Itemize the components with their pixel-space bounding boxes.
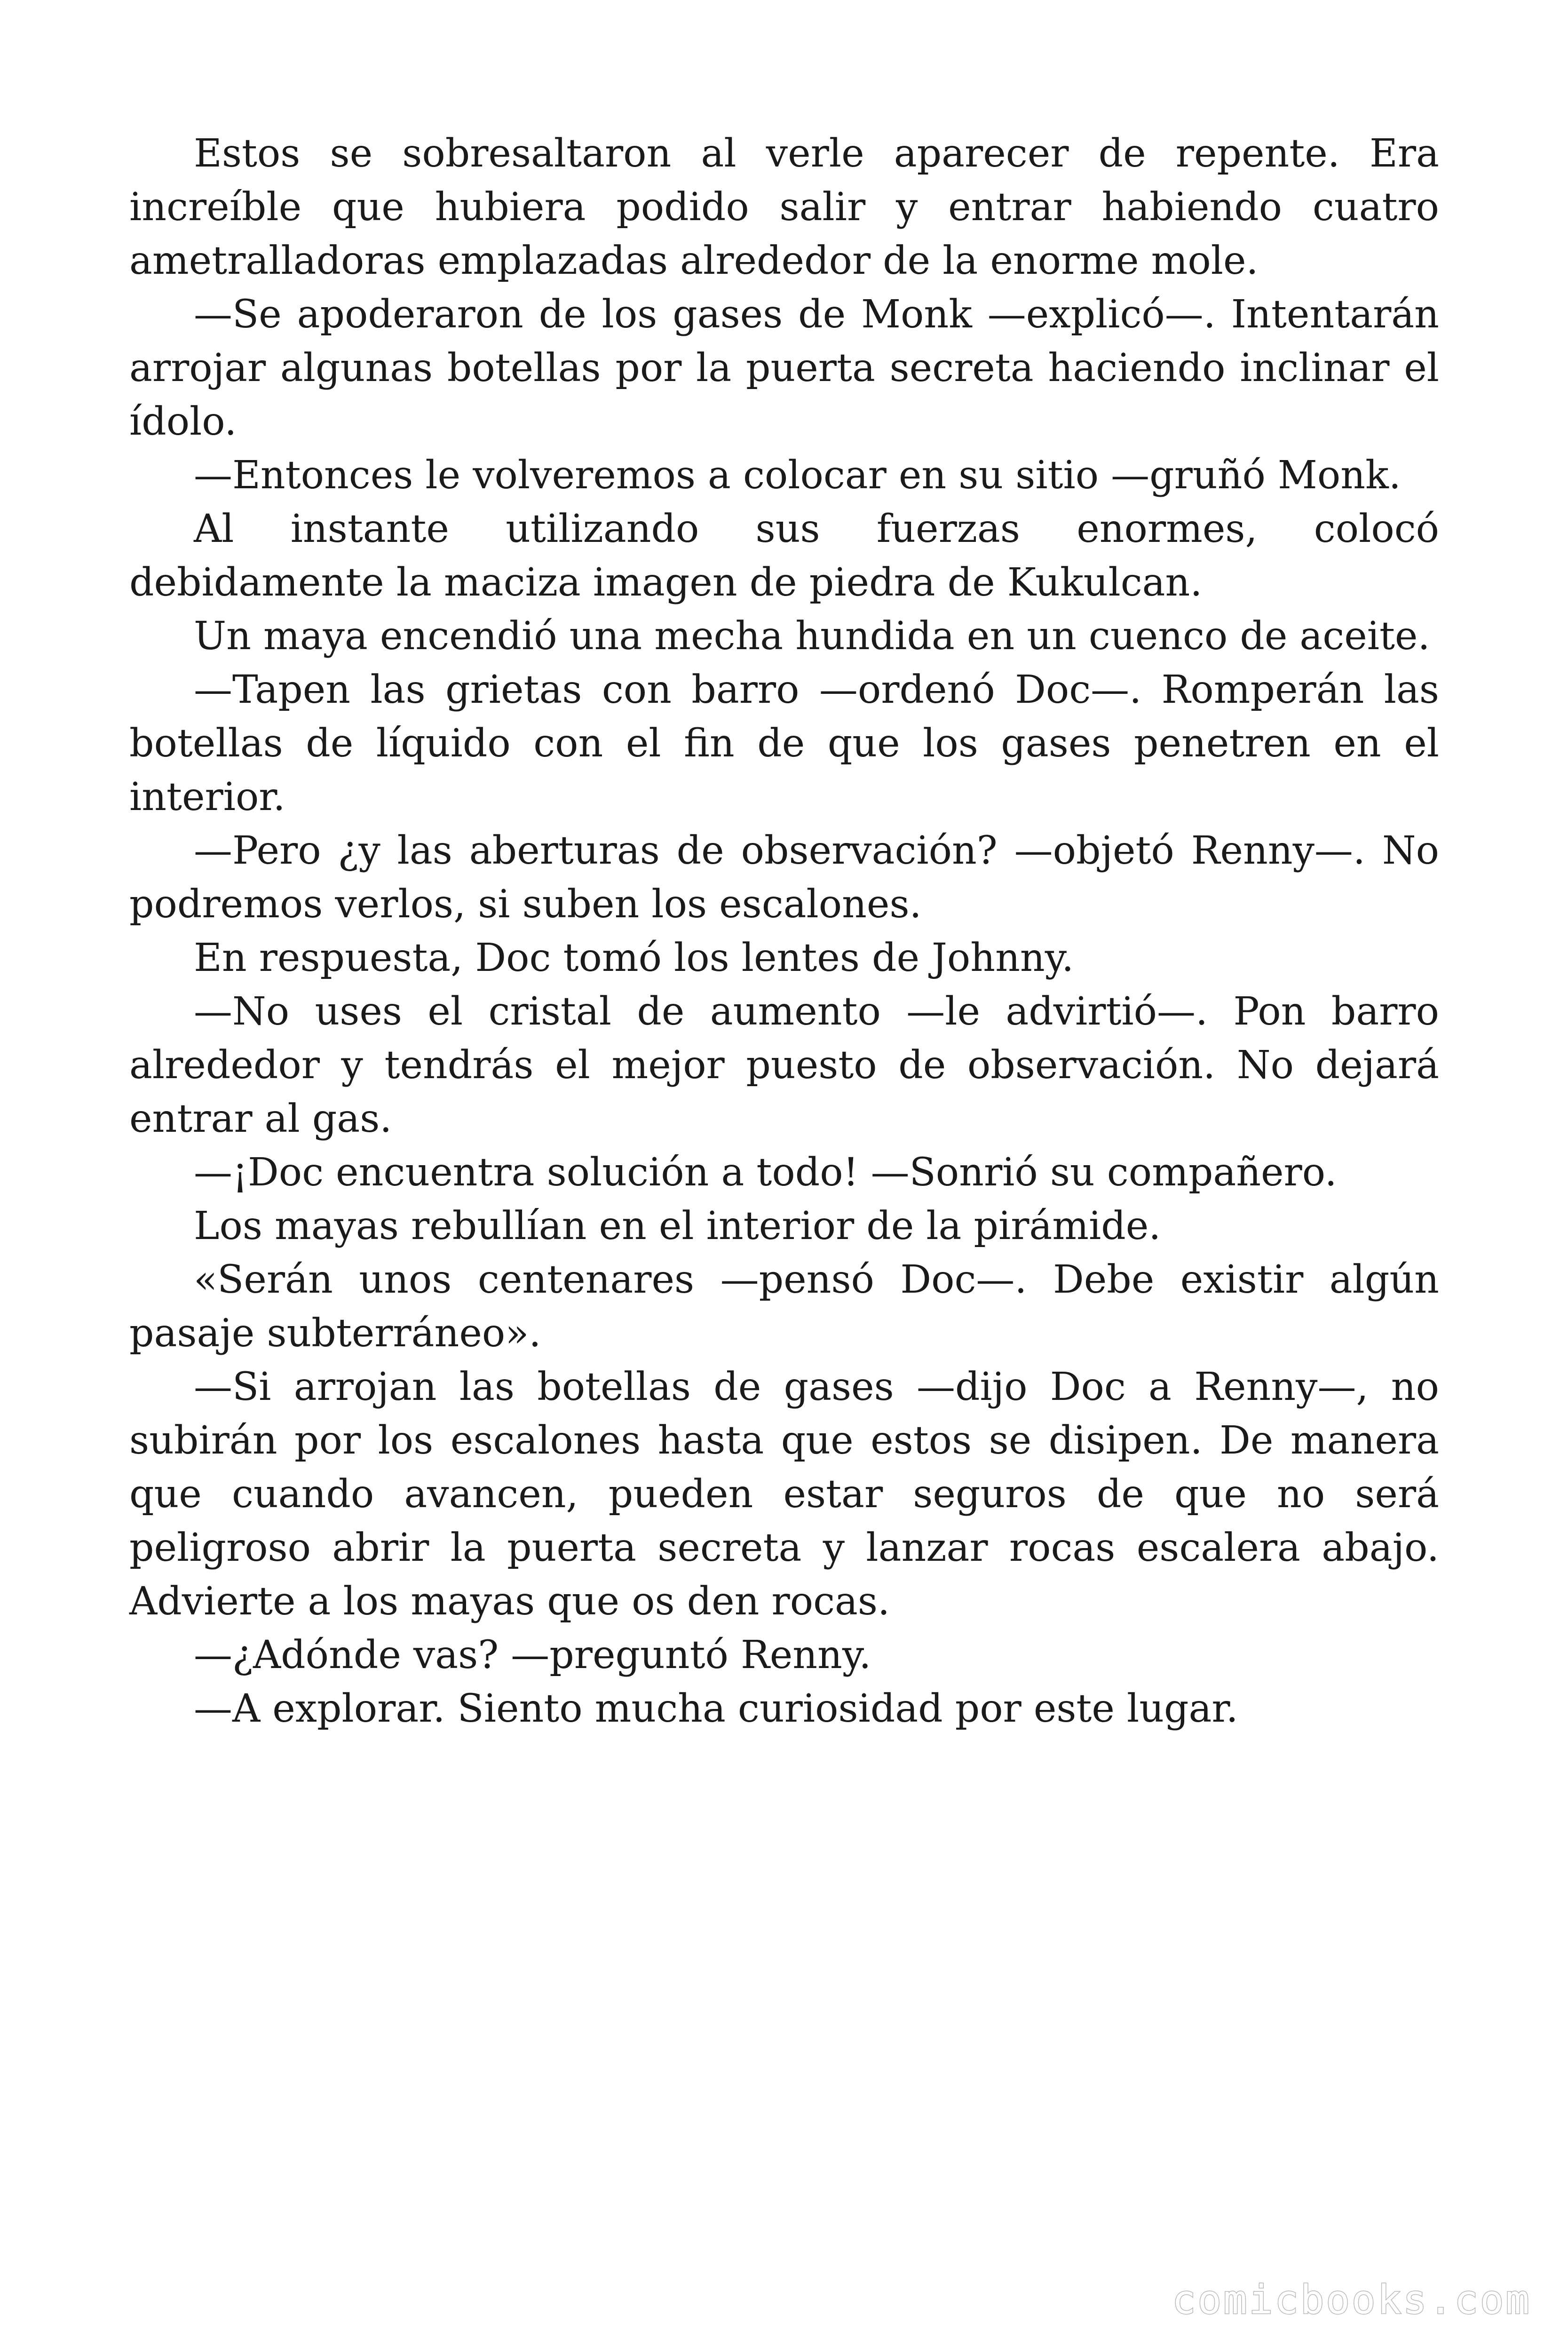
paragraph: —No uses el cristal de aumento —le advirtió—. Pon barro alrededor y tendrás el mejor puesto de observación. No dejará entrar al gas.	[129, 989, 1439, 1141]
watermark: comicbooks.com	[1172, 2277, 1531, 2323]
paragraph: —¡Doc encuentra solución a todo! —Sonrió su compañero.	[194, 1150, 1337, 1195]
paragraph: Los mayas rebullían en el interior de la pirámide.	[194, 1204, 1161, 1248]
paragraph: En respuesta, Doc tomó los lentes de Johnny.	[194, 936, 1074, 980]
paragraph: Un maya encendió una mecha hundida en un cuenco de aceite.	[194, 614, 1430, 659]
paragraph: Estos se sobresaltaron al verle aparecer de repente. Era increíble que hubiera podido salir y entrar habiendo cuatro ametralladoras emplazadas alrededor de la enorme mole.	[129, 131, 1439, 283]
paragraph: —Tapen las grietas con barro —ordenó Doc—. Romperán las botellas de líquido con el fin de que los gases penetren en el interior.	[129, 667, 1439, 819]
paragraph: —Si arrojan las botellas de gases —dijo Doc a Renny—, no subirán por los escalones hasta que estos se disipen. De manera que cuando avancen, pueden estar seguros de que no será peligroso abrir la puerta secreta y lanzar rocas escalera abajo. Advierte a los mayas que os den rocas.	[129, 1365, 1439, 1624]
paragraph: Al instante utilizando sus fuerzas enormes, colocó debidamente la maciza imagen de piedra de Kukulcan.	[129, 507, 1439, 605]
paragraph: —¿Adónde vas? —preguntó Renny.	[194, 1633, 871, 1677]
paragraph: —Pero ¿y las aberturas de observación? —objetó Renny—. No podremos verlos, si suben los escalones.	[129, 828, 1439, 927]
paragraph: —Se apoderaron de los gases de Monk —explicó—. Intentarán arrojar algunas botellas por la puerta secreta haciendo inclinar el ídolo.	[129, 292, 1439, 444]
paragraph: —Entonces le volveremos a colocar en su sitio —gruñó Monk.	[194, 453, 1401, 498]
page-body-text	[129, 127, 1439, 1736]
paragraph: «Serán unos centenares —pensó Doc—. Debe existir algún pasaje subterráneo».	[129, 1257, 1439, 1356]
paragraph: —A explorar. Siento mucha curiosidad por este lugar.	[194, 1686, 1238, 1731]
